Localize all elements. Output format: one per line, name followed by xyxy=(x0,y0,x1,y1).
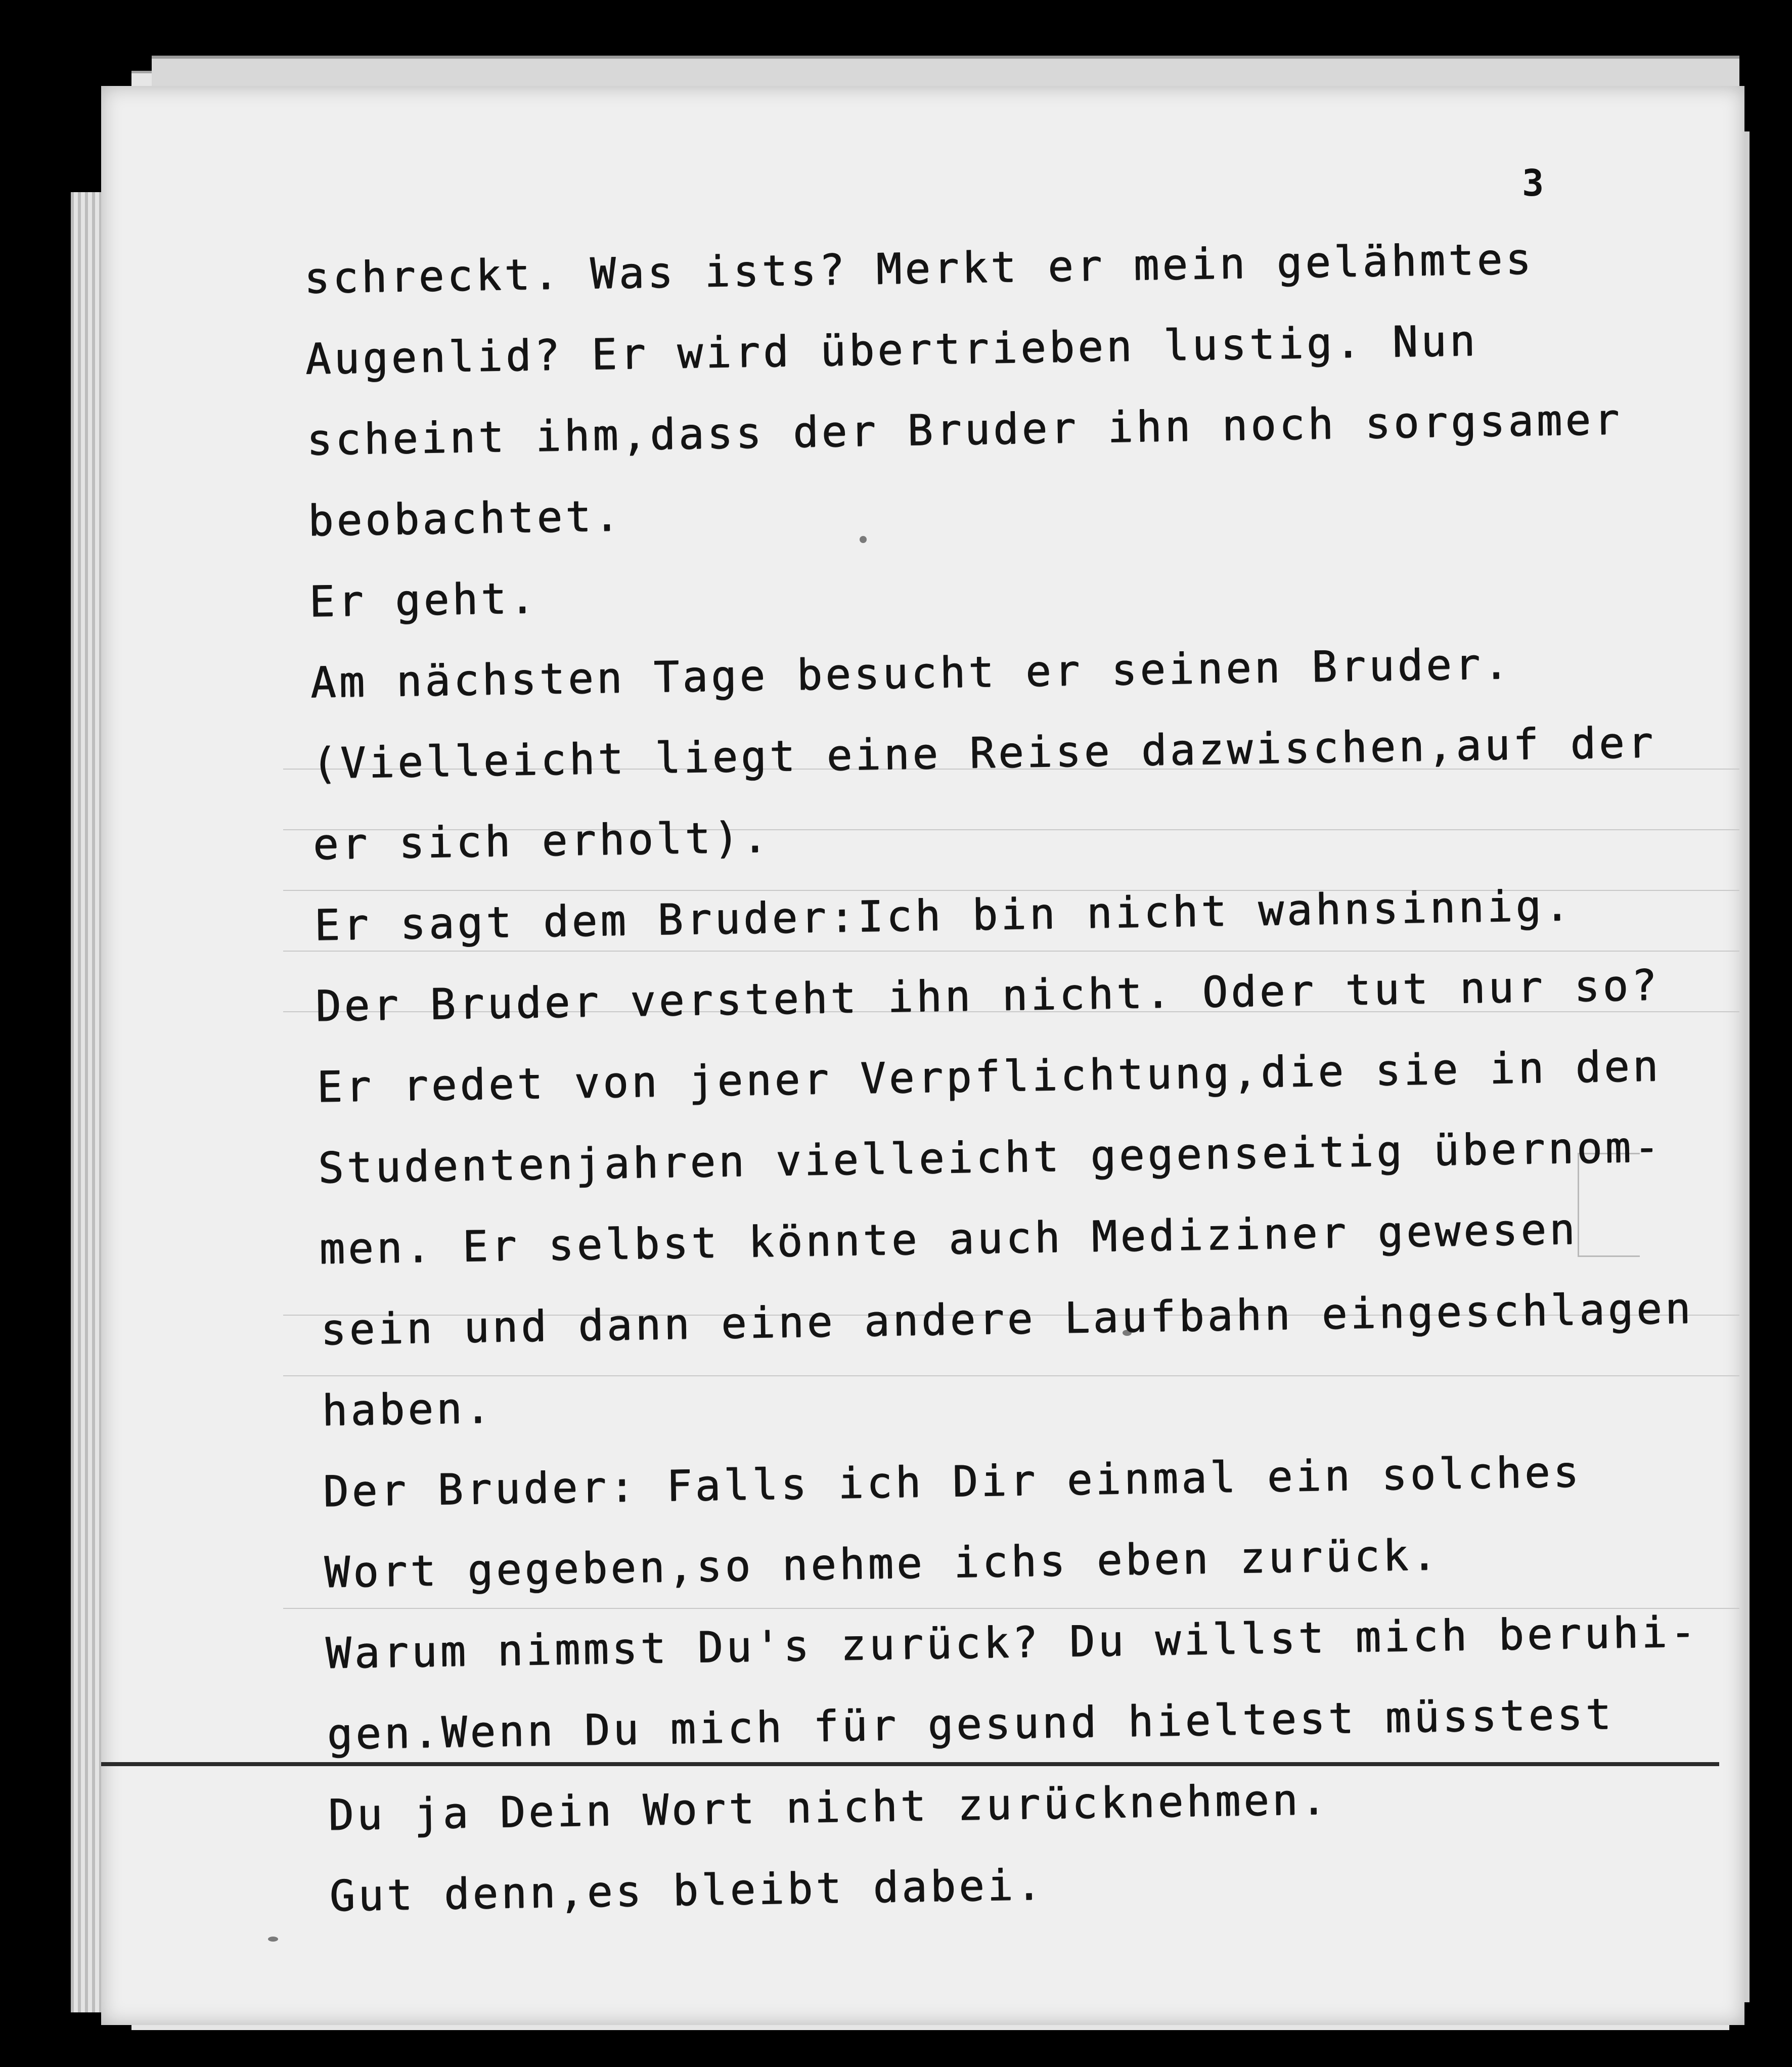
text-line: sein und dann eine andere Laufbahn eingeschlagen xyxy=(320,1283,1694,1355)
text-line: Du ja Dein Wort nicht zurücknehmen. xyxy=(328,1774,1330,1840)
text-line: Er geht. xyxy=(308,573,539,626)
text-line: Gut denn,es bleibt dabei. xyxy=(329,1860,1045,1921)
text-line: Der Bruder versteht ihn nicht. Oder tut nur so? xyxy=(315,960,1661,1031)
text-line: men. Er selbst könnte auch Mediziner gewesen xyxy=(319,1204,1579,1274)
text-line: beobachtet. xyxy=(307,491,623,546)
text-line: Augenlid? Er wird übertrieben lustig. Nun xyxy=(305,316,1479,384)
text-line: gen.Wenn Du mich für gesund hieltest müsstest xyxy=(326,1689,1615,1759)
text-line: schreckt. Was ists? Merkt er mein gelähmtes xyxy=(303,234,1535,303)
text-line: Studentenjahren vielleicht gegenseitig übernom- xyxy=(318,1122,1663,1193)
text-line: Warum nimmst Du's zurück? Du willst mich beruhi- xyxy=(325,1607,1699,1678)
text-line: er sich erholt). xyxy=(312,812,771,869)
text-line: Wort gegeben,so nehme ichs eben zurück. xyxy=(324,1530,1441,1597)
text-line: Er sagt dem Bruder:Ich bin nicht wahnsinnig. xyxy=(313,880,1574,950)
text-line: haben. xyxy=(321,1383,494,1435)
typed-text-block xyxy=(303,217,1699,1937)
text-line: Er redet von jener Verpflichtung,die sie in den xyxy=(316,1041,1662,1112)
page-number: 3 xyxy=(1522,162,1544,204)
text-line: Der Bruder: Falls ich Dir einmal ein solches xyxy=(323,1447,1582,1516)
ink-smudge xyxy=(268,1937,278,1942)
text-line: scheint ihm,dass der Bruder ihn noch sorgsamer xyxy=(306,394,1623,465)
text-line: Am nächsten Tage besucht er seinen Bruder. xyxy=(310,639,1512,707)
text-line: (Vielleicht liegt eine Reise dazwischen,auf der xyxy=(311,717,1656,788)
